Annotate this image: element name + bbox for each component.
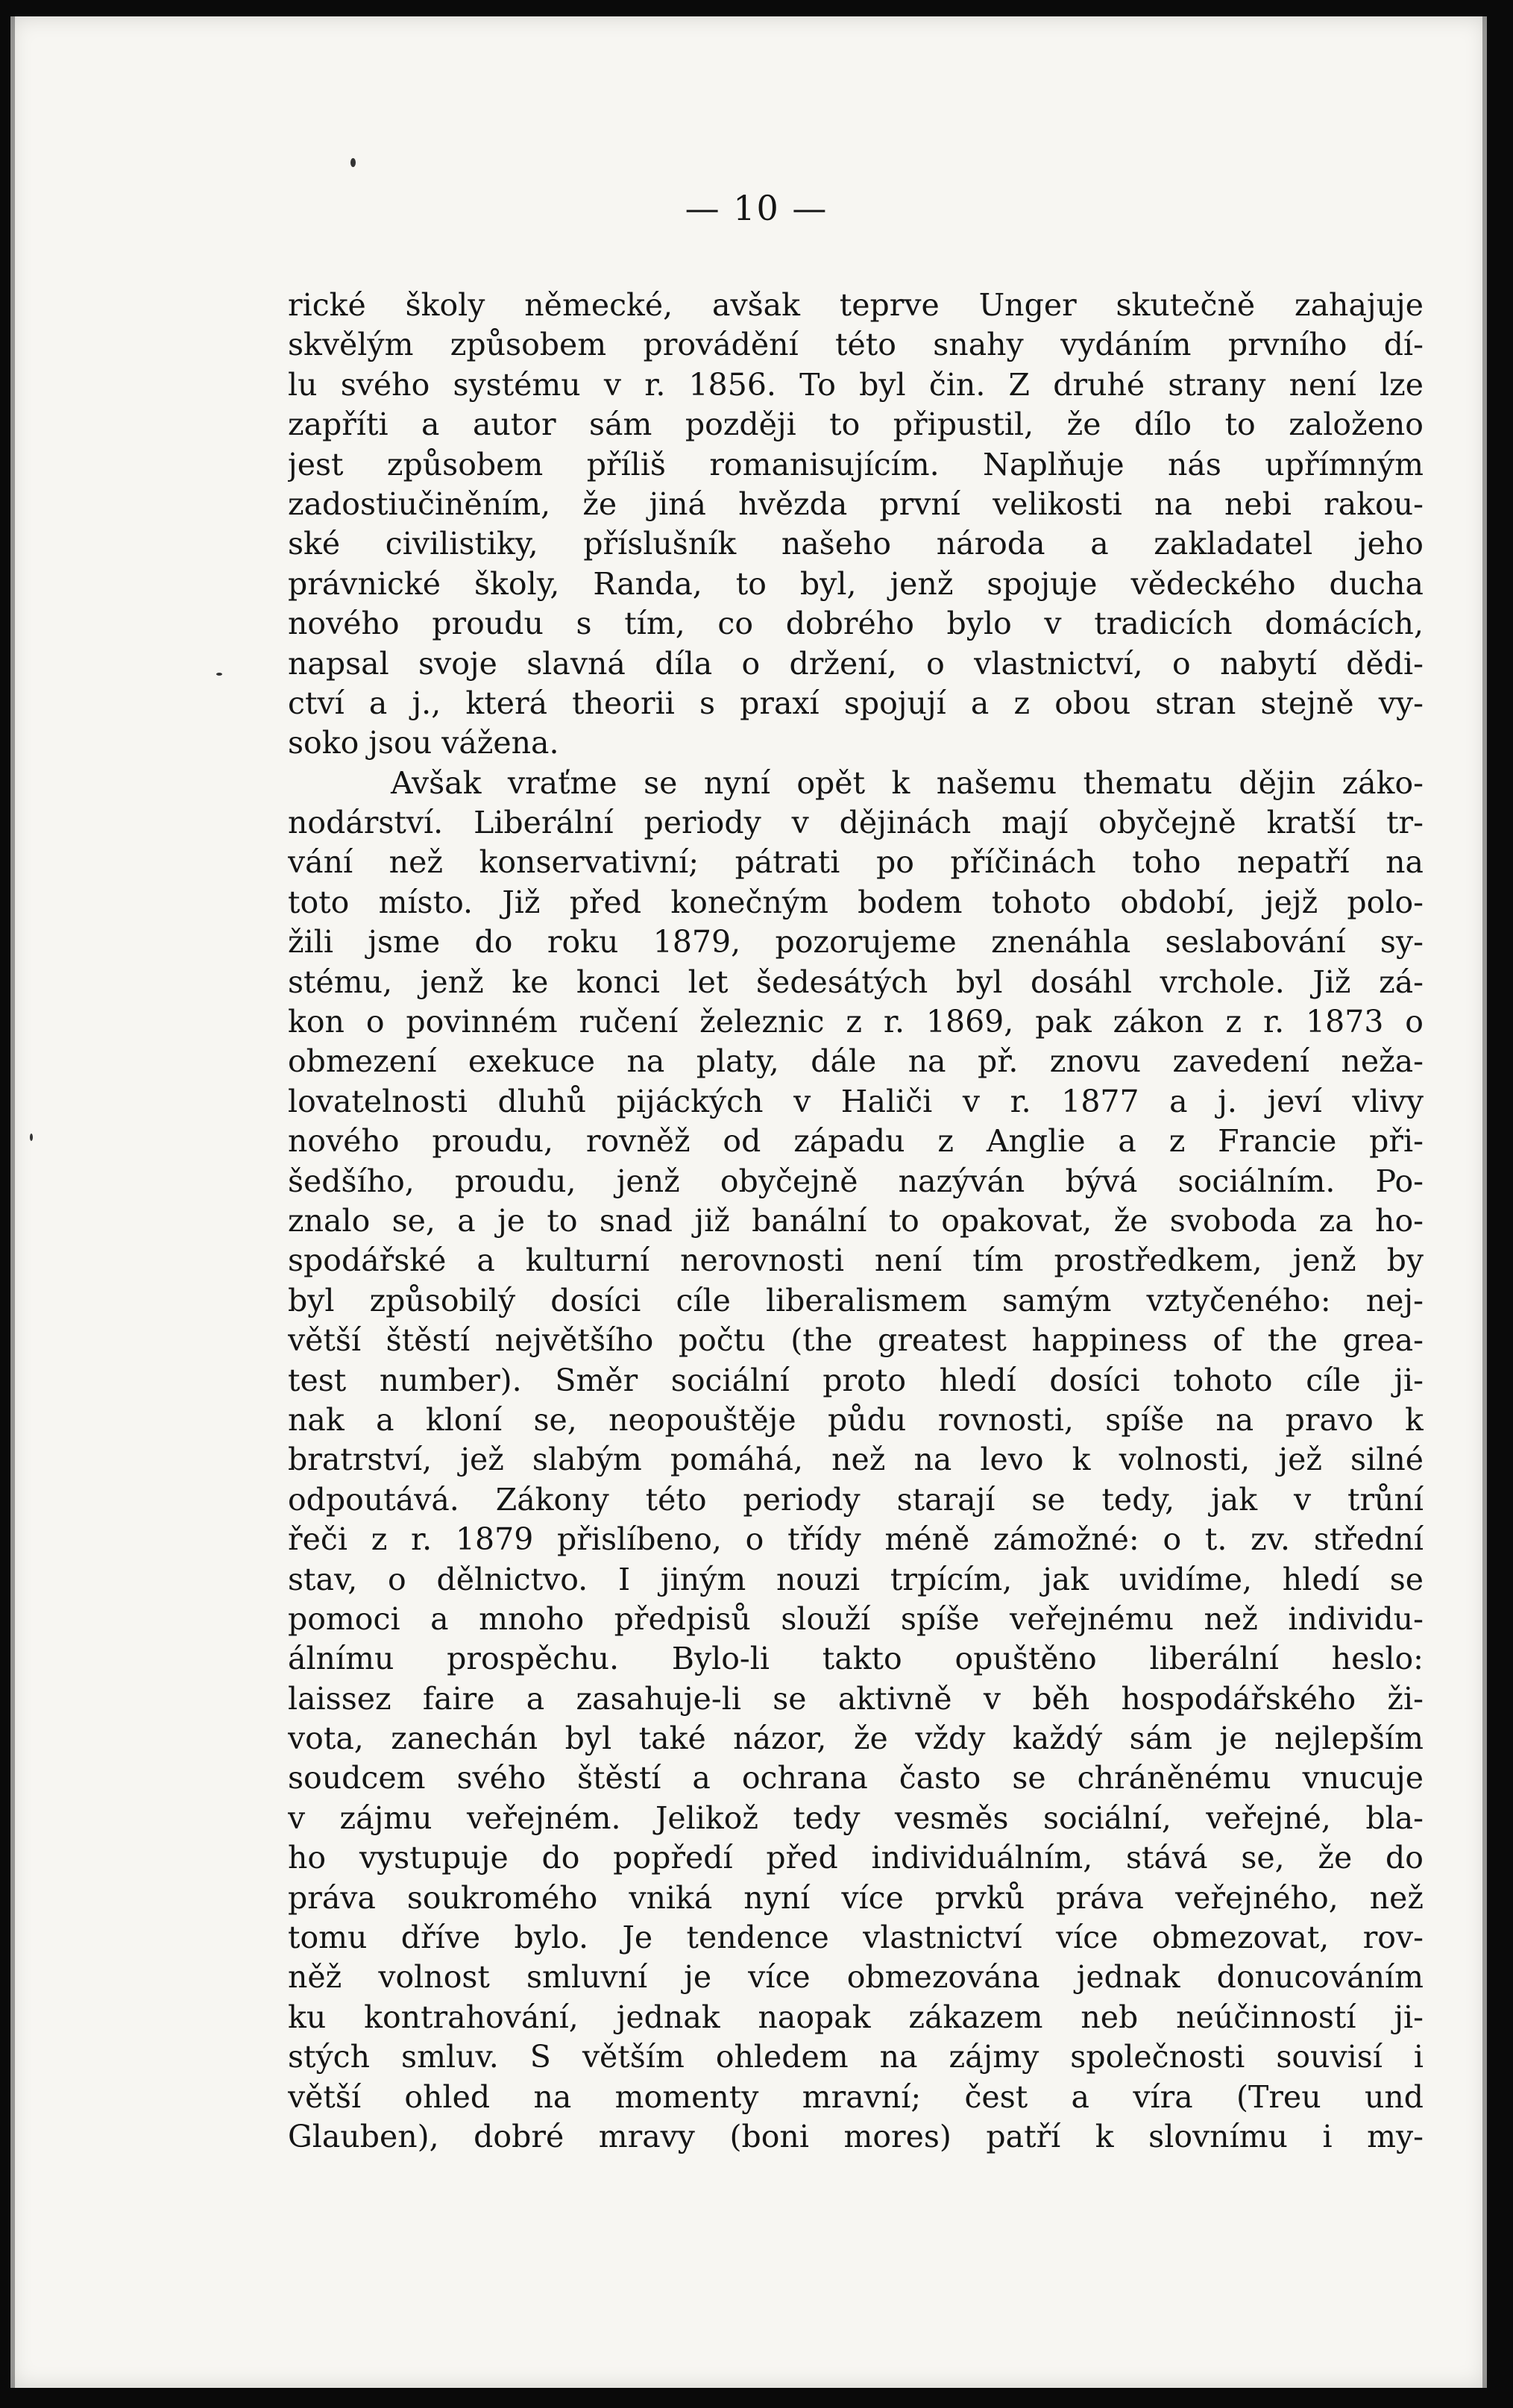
text-line: pomoci a mnoho předpisů slouží spíše veřejnému než individu-	[288, 1600, 1424, 1637]
text-line: něž volnost smluvní je více obmezována jednak donucováním	[288, 1959, 1424, 1996]
scan-speck	[216, 673, 222, 676]
page-right-edge-shadow	[1482, 16, 1487, 2388]
text-line: spodářské a kulturní nerovnosti není tím prostředkem, jenž by	[288, 1242, 1424, 1279]
text-line: napsal svoje slavná díla o držení, o vlastnictví, o nabytí dědi-	[288, 645, 1424, 682]
text-line: nak a kloní se, neopouštěje půdu rovnosti, spíše na pravo k	[288, 1401, 1424, 1438]
text-line: bratrství, jež slabým pomáhá, než na levo k volnosti, jež silné	[288, 1442, 1424, 1478]
text-line: ku kontrahování, jednak naopak zákazem neb neúčinností ji-	[288, 1999, 1424, 2035]
text-line: nového proudu, rovněž od západu z Anglie a z Francie při-	[288, 1123, 1424, 1160]
text-line: vota, zanechán byl také názor, že vždy každý sám je nejlepším	[288, 1720, 1424, 1757]
text-line: odpoutává. Zákony této periody starají se tedy, jak v trůní	[288, 1481, 1424, 1518]
text-line: álnímu prospěchu. Bylo-li takto opuštěno liberální heslo:	[288, 1641, 1424, 1677]
text-line: zadostiučiněním, že jiná hvězda první velikosti na nebi rakou-	[288, 485, 1424, 522]
text-line: tomu dříve bylo. Je tendence vlastnictví více obmezovat, rov-	[288, 1920, 1424, 1956]
text-line-paragraph-start: Avšak vraťme se nyní opět k našemu thematu dějin záko-	[391, 764, 1424, 801]
text-line: vání než konservativní; pátrati po příčinách toho nepatří na	[288, 844, 1424, 881]
text-line: lovatelnosti dluhů pijáckých v Haliči v r. 1877 a j. jeví vlivy	[288, 1083, 1424, 1119]
text-line: v zájmu veřejném. Jelikož tedy vesměs sociální, veřejné, bla-	[288, 1799, 1424, 1836]
text-line: Glauben), dobré mravy (boni mores) patří k slovnímu i my-	[288, 2118, 1424, 2154]
text-line: větší štěstí největšího počtu (the greatest happiness of the grea-	[288, 1322, 1424, 1359]
text-line: ctví a j., která theorii s praxí spojují a z obou stran stejně vy-	[288, 685, 1424, 721]
text-line: řeči z r. 1879 přislíbeno, o třídy méně zámožné: o t. zv. střední	[288, 1521, 1424, 1558]
text-line: stých smluv. S větším ohledem na zájmy společnosti souvisí i	[288, 2039, 1424, 2075]
text-line: lu svého systému v r. 1856. To byl čin. Z druhé strany není lze	[288, 366, 1424, 403]
text-line: větší ohled na momenty mravní; čest a víra (Treu und	[288, 2078, 1424, 2115]
text-line: žili jsme do roku 1879, pozorujeme znenáhla seslabování sy-	[288, 924, 1424, 961]
text-line: zapříti a autor sám později to připustil, že dílo to založeno	[288, 406, 1424, 443]
text-line: toto místo. Již před konečným bodem tohoto období, jejž polo-	[288, 884, 1424, 920]
text-line: byl způsobilý dosíci cíle liberalismem samým vztyčeného: nej-	[288, 1282, 1424, 1318]
scan-speck	[30, 1134, 33, 1141]
text-line: znalo se, a je to snad již banální to opakovat, že svoboda za ho-	[288, 1202, 1424, 1239]
text-line: práva soukromého vniká nyní více prvků práva veřejného, než	[288, 1879, 1424, 1916]
text-line: jest způsobem příliš romanisujícím. Naplňuje nás upřímným	[288, 446, 1424, 482]
text-line: obmezení exekuce na platy, dále na př. znovu zavedení neža-	[288, 1043, 1424, 1080]
text-line: stému, jenž ke konci let šedesátých byl dosáhl vrchole. Již zá-	[288, 963, 1424, 1000]
text-line-paragraph-end: soko jsou vážena.	[288, 725, 559, 761]
text-line: ské civilistiky, příslušník našeho národa a zakladatel jeho	[288, 526, 1424, 562]
text-line: nodárství. Liberální periody v dějinách mají obyčejně kratší tr-	[288, 805, 1424, 841]
text-line: stav, o dělnictvo. I jiným nouzi trpícím, jak uvidíme, hledí se	[288, 1561, 1424, 1597]
text-line: nového proudu s tím, co dobrého bylo v tradicích domácích,	[288, 606, 1424, 642]
text-line: šedšího, proudu, jenž obyčejně nazýván bývá sociálním. Po-	[288, 1163, 1424, 1199]
text-line: test number). Směr sociální proto hledí dosíci tohoto cíle ji-	[288, 1362, 1424, 1398]
page-number: — 10 —	[685, 188, 828, 228]
body-text	[288, 286, 1424, 2157]
text-line: kon o povinném ručení železnic z r. 1869, pak zákon z r. 1873 o	[288, 1004, 1424, 1040]
text-line: laissez faire a zasahuje-li se aktivně v běh hospodářského ži-	[288, 1680, 1424, 1717]
text-line: soudcem svého štěstí a ochrana často se chráněnému vnucuje	[288, 1760, 1424, 1796]
scan-speck	[350, 158, 356, 167]
text-line: skvělým způsobem provádění této snahy vydáním prvního dí-	[288, 327, 1424, 363]
text-line: ho vystupuje do popředí před individuálním, stává se, že do	[288, 1840, 1424, 1876]
page-left-edge-shadow	[10, 16, 15, 2388]
text-line: právnické školy, Randa, to byl, jenž spojuje vědeckého ducha	[288, 565, 1424, 602]
text-line: rické školy německé, avšak teprve Unger skutečně zahajuje	[288, 287, 1424, 323]
